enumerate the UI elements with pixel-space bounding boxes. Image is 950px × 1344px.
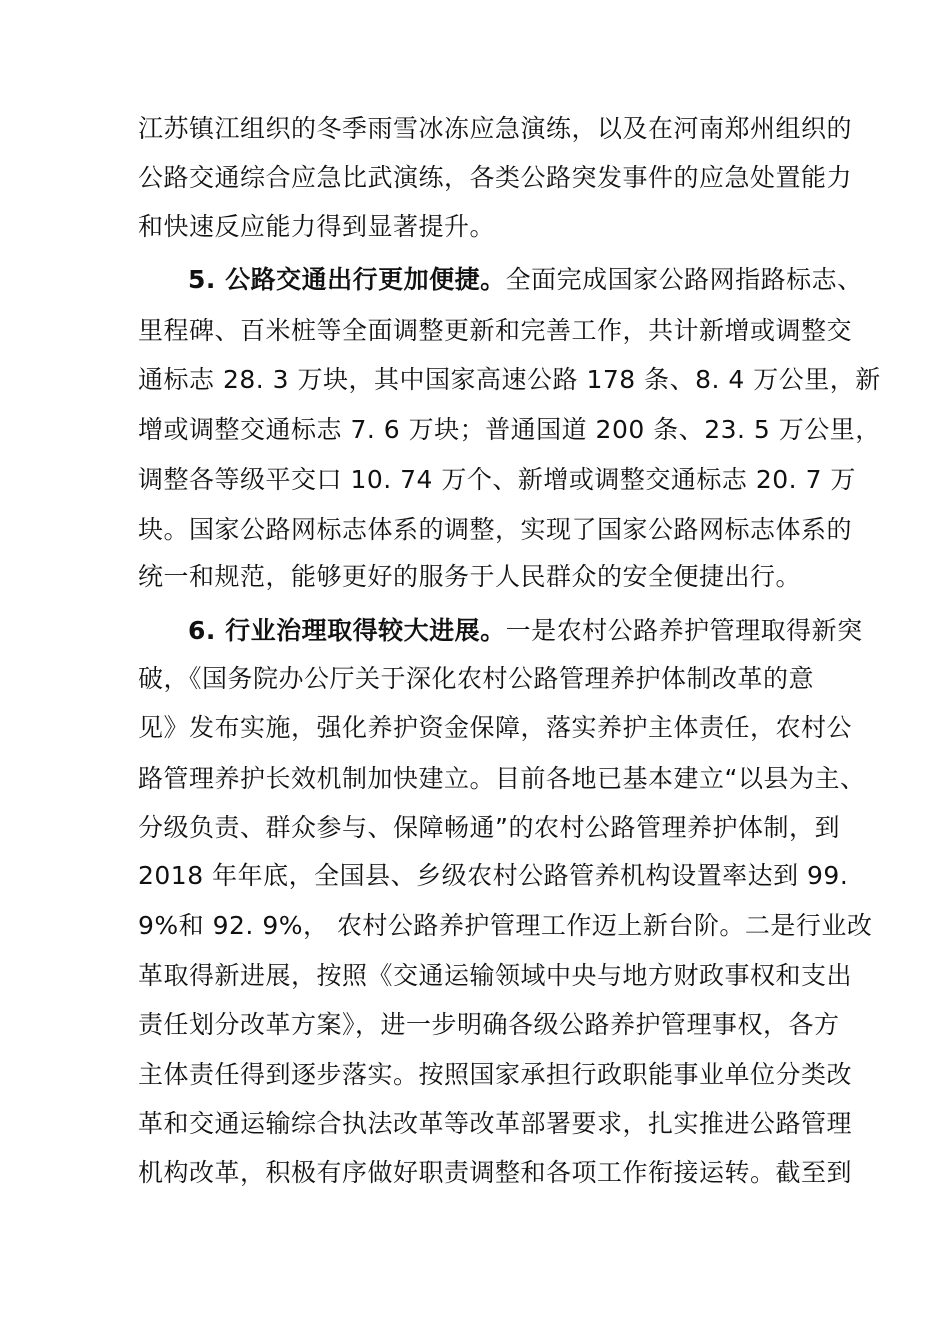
section-6-text: 一是农村公路养护管理取得新突 [505, 616, 863, 645]
text-line: 里程碑、百米桩等全面调整更新和完善工作，共计新增或调整交 [138, 316, 853, 345]
text-line: 9%和 92. 9%， 农村公路养护管理工作迈上新台阶。二是行业改 [138, 911, 873, 940]
text-line: 2018 年年底，全国县、乡级农村公路管养机构设置率达到 99. [138, 861, 849, 890]
text-line: 调整各等级平交口 10. 74 万个、新增或调整交通标志 20. 7 万 [138, 465, 856, 494]
text-line: 路管理养护长效机制加快建立。目前各地已基本建立“以县为主、 [138, 764, 866, 793]
text-line: 块。国家公路网标志体系的调整，实现了国家公路网标志体系的 [138, 515, 853, 544]
section-6-first-line [188, 611, 863, 651]
text-line: 机构改革，积极有序做好职责调整和各项工作衔接运转。截至到 [138, 1158, 853, 1187]
text-line: 增或调整交通标志 7. 6 万块；普通国道 200 条、23. 5 万公里， [138, 415, 881, 444]
text-line: 江苏镇江组织的冬季雨雪冰冻应急演练，以及在河南郑州组织的 [138, 114, 853, 143]
text-line: 统一和规范，能够更好的服务于人民群众的安全便捷出行。 [138, 562, 802, 591]
section-5-heading: 5. 公路交通出行更加便捷。 [188, 265, 506, 294]
text-line: 见》发布实施，强化养护资金保障，落实养护主体责任，农村公 [138, 713, 853, 742]
text-line: 分级负责、群众参与、保障畅通”的农村公路管理养护体制，到 [138, 813, 840, 842]
text-line: 主体责任得到逐步落实。按照国家承担行政职能事业单位分类改 [138, 1060, 853, 1089]
text-line: 公路交通综合应急比武演练，各类公路突发事件的应急处置能力 [138, 163, 853, 192]
text-line: 破，《国务院办公厅关于深化农村公路管理养护体制改革的意 [138, 664, 815, 693]
text-line: 革取得新进展，按照《交通运输领域中央与地方财政事权和支出 [138, 961, 853, 990]
section-6-heading: 6. 行业治理取得较大进展。 [188, 616, 506, 645]
section-5-first-line [188, 260, 863, 300]
section-5-text: 全面完成国家公路网指路标志、 [505, 265, 863, 294]
text-line: 革和交通运输综合执法改革等改革部署要求，扎实推进公路管理 [138, 1109, 853, 1138]
text-line: 通标志 28. 3 万块，其中国家高速公路 178 条、8. 4 万公里，新 [138, 365, 881, 394]
text-line: 和快速反应能力得到显著提升。 [138, 212, 496, 241]
text-line: 责任划分改革方案》，进一步明确各级公路养护管理事权，各方 [138, 1010, 840, 1039]
